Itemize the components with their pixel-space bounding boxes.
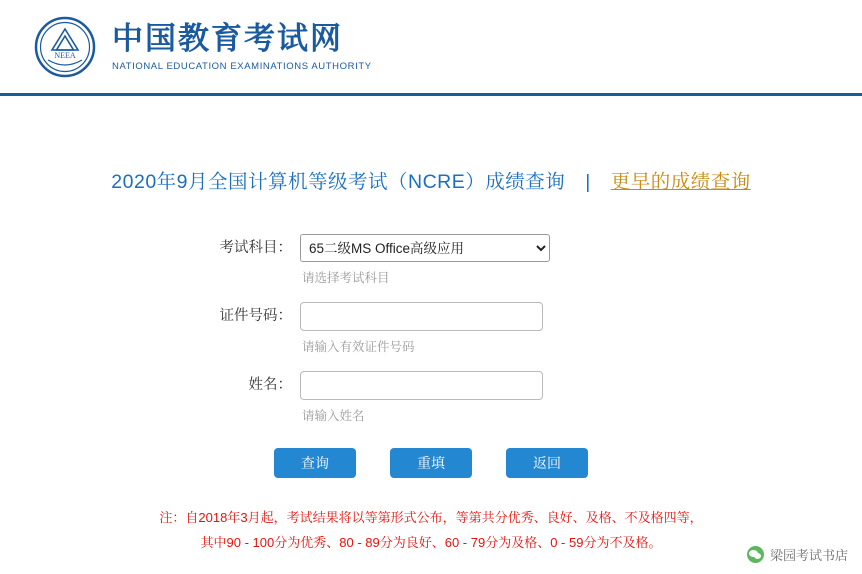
logo-title-en: NATIONAL EDUCATION EXAMINATIONS AUTHORITY — [112, 60, 372, 72]
site-header — [0, 0, 862, 96]
name-hint: 请输入姓名 — [302, 409, 365, 423]
name-field-wrap — [300, 371, 543, 436]
form-button-row — [0, 448, 862, 478]
notice-line-2: 其中90 - 100分为优秀、80 - 89分为良好、60 - 79分为及格、0 - 59分为不及格。 — [200, 534, 662, 550]
notice-line-1: 注：自2018年3月起，考试结果将以等第形式公布，等第共分优秀、良好、及格、不及格四等， — [159, 510, 703, 525]
logo-title-cn: 中国教育考试网 — [112, 21, 343, 57]
query-button[interactable]: 查询 — [274, 448, 356, 478]
svg-text:NEEA: NEEA — [54, 50, 76, 60]
reset-button[interactable]: 重填 — [390, 448, 472, 478]
subject-select[interactable] — [300, 234, 550, 262]
watermark-text: 梁园考试书店 — [769, 548, 848, 563]
score-query-form — [0, 234, 862, 478]
idnum-label: 证件号码： — [219, 308, 292, 324]
earlier-results-link[interactable]: 更早的成绩查询 — [610, 171, 751, 193]
wechat-icon — [747, 546, 764, 563]
idnum-hint: 请输入有效证件号码 — [302, 340, 415, 354]
subject-label: 考试科目： — [219, 240, 292, 256]
page-title — [0, 166, 862, 194]
subject-field-wrap — [300, 234, 550, 298]
subject-hint: 请选择考试科目 — [302, 271, 390, 285]
name-input[interactable] — [300, 371, 543, 400]
logo-text — [112, 21, 372, 72]
idnum-field-wrap — [300, 302, 543, 367]
idnum-input[interactable] — [300, 302, 543, 331]
notice-block — [0, 506, 862, 555]
idnum-row — [0, 302, 862, 367]
title-separator: | — [585, 171, 591, 193]
subject-row — [0, 234, 862, 298]
name-label: 姓名： — [248, 377, 292, 393]
neea-emblem-icon — [34, 16, 96, 78]
back-button[interactable]: 返回 — [506, 448, 588, 478]
watermark — [747, 545, 848, 564]
name-row — [0, 371, 862, 436]
page-title-text: 2020年9月全国计算机等级考试（NCRE）成绩查询 — [111, 171, 566, 193]
